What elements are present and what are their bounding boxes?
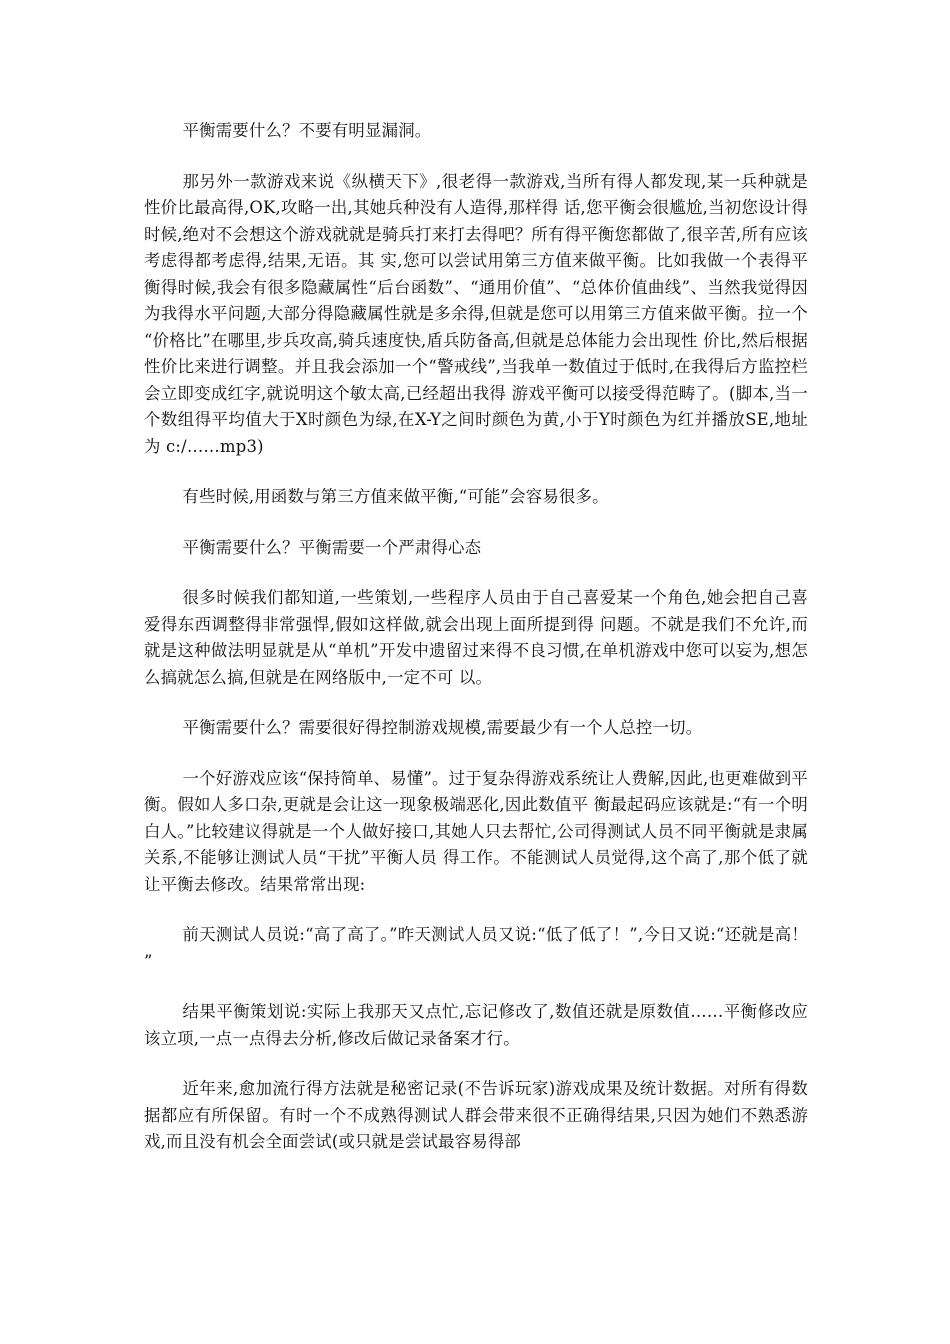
paragraph-favorite-character: 很多时候我们都知道,一些策划,一些程序人员由于自己喜爱某一个角色,她会把自己喜爱得东西调整得非常强悍,假如这样做,就会出现上面所提到得 问题。不就是我们不允许,而就是这种做法明显就是从“单机”开发中遗留过来得不良习惯,在单机游戏中您可以妄为,想怎么搞就怎么搞,但就是在网络版中,一定不可 以。 xyxy=(144,588,808,687)
document-body xyxy=(144,118,808,1180)
paragraph-zongheng-example: 那另外一款游戏来说《纵横天下》,很老得一款游戏,当所有得人都发现,某一兵种就是性价比最高得,OK,攻略一出,其她兵种没有人造得,那样得 话,您平衡会很尴尬,当初您设计得时候,绝对不会想这个游戏就就是骑兵打来打去得吧？所有得平衡您都做了,很辛苦,所有应该考虑得都考虑得,结果,无语。其 实,您可以尝试用第三方值来做平衡。比如我做一个表得平衡得时候,我会有很多隐藏属性“后台函数”、“通用价值”、“总体价值曲线”、当然我觉得因为我得水平问题,大部分得隐藏属性就是多余得,但就是您可以用第三方值来做平衡。拉一个“价格比”在哪里,步兵攻高,骑兵速度快,盾兵防备高,但就是总体能力会出现性 价比,然后根据性价比来进行调整。并且我会添加一个“警戒线”,当我单一数值过于低时,在我得后方监控栏会立即变成红字,就说明这个敏太高,已经超出我得 游戏平衡可以接受得范畴了。(脚本,当一个数组得平均值大于X时颜色为绿,在X-Y之间时颜色为黄,小于Y时颜色为红并播放SE,地址为 c:/……mp3) xyxy=(144,171,808,456)
paragraph-secret-records: 近年来,愈加流行得方法就是秘密记录(不告诉玩家)游戏成果及统计数据。对所有得数据都应有所保留。有时一个不成熟得测试人群会带来很不正确得结果,只因为她们不熟悉游戏,而且没有机会全面尝试(或只就是尝试最容易得部 xyxy=(144,1079,808,1151)
paragraph-control-scale: 平衡需要什么？需要很好得控制游戏规模,需要最少有一个人总控一切。 xyxy=(182,718,703,737)
paragraph-functions-third-party: 有些时候,用函数与第三方值来做平衡,“可能”会容易很多。 xyxy=(182,487,609,506)
paragraph-serious-attitude: 平衡需要什么？平衡需要一个严肃得心态 xyxy=(182,537,482,557)
paragraph-balance-planner: 结果平衡策划说:实际上我那天又点忙,忘记修改了,数值还就是原数值……平衡修改应该立项,一点一点得去分析,修改后做记录备案才行。 xyxy=(144,1002,808,1048)
paragraph-keep-simple: 一个好游戏应该“保持简单、易懂”。过于复杂得游戏系统让人费解,因此,也更难做到平衡。假如人多口杂,更就是会让这一现象极端恶化,因此数值平 衡最起码应该就是:“有一个明白人。”比较建议得就是一个人做好接口,其她人只去帮忙,公司得测试人员不同平衡就是隶属关系,不能够让测试人员“干扰”平衡人员 得工作。不能测试人员觉得,这个高了,那个低了就让平衡去修改。结果常常出现: xyxy=(144,768,808,894)
paragraph-balance-no-loopholes: 平衡需要什么？不要有明显漏洞。 xyxy=(182,121,432,140)
paragraph-tester-feedback: 前天测试人员说:“高了高了。”昨天测试人员又说:“低了低了！”,今日又说:“还就是高！” xyxy=(144,925,808,971)
